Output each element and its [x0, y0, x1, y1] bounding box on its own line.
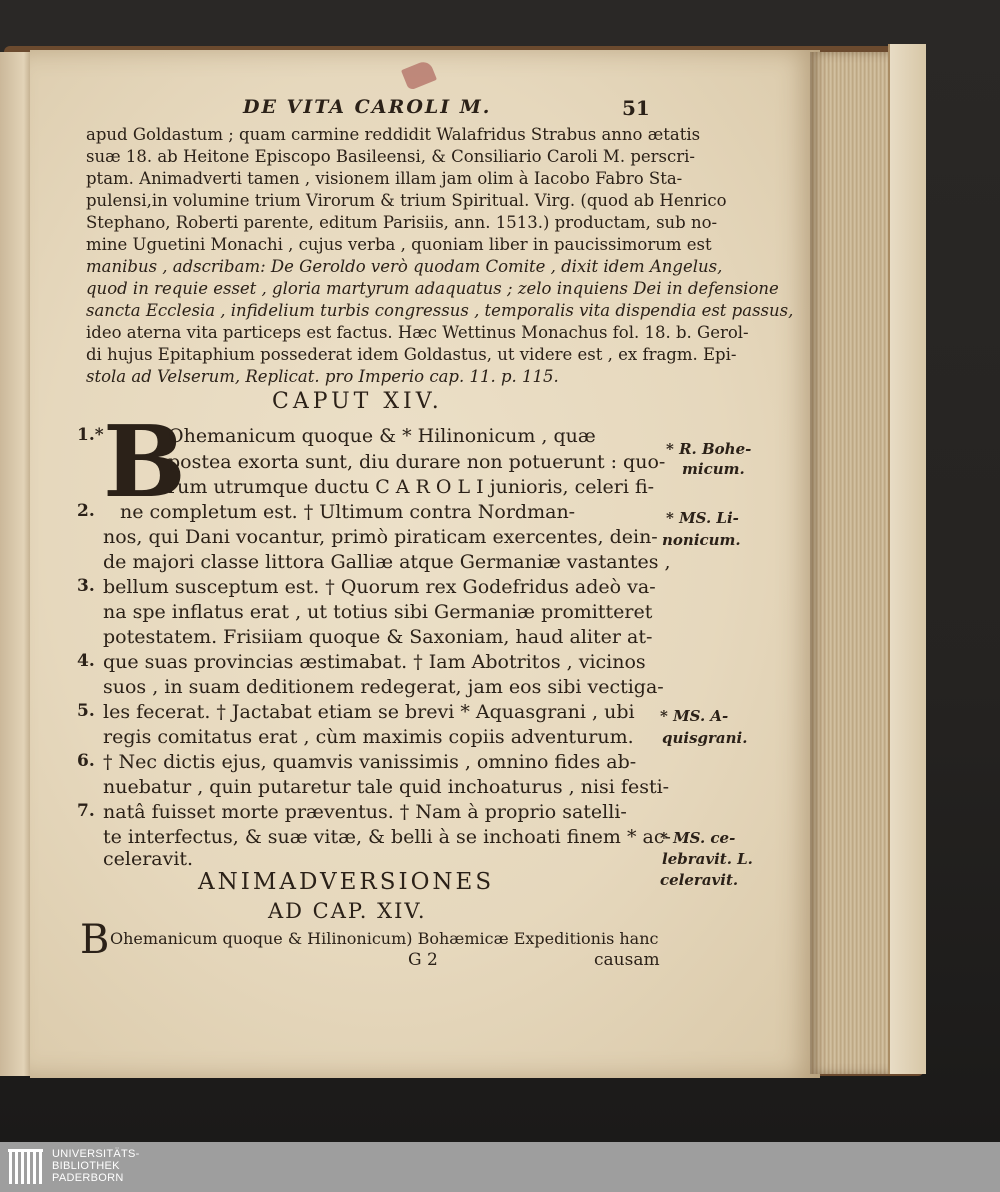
left-page-edge [0, 52, 34, 1076]
chapter-line: ne completum est. † Ultimum contra Nordman- [120, 501, 576, 523]
margin-note-line: * R. Bohe- [666, 440, 752, 458]
verse-number: 5. [77, 701, 95, 721]
chapter-line: suos , in suam deditionem redegerat, jam eos sibi vectiga- [103, 676, 664, 698]
body-line: ptam. Animadverti tamen , visionem illam jam olim à Iacobo Fabro Sta- [86, 169, 683, 188]
chapter-line: celeravit. [103, 848, 194, 870]
verse-number: 6. [77, 751, 95, 771]
chapter-line: natâ fuisset morte præventus. † Nam à proprio satelli- [103, 801, 627, 823]
chapter-line: regis comitatus erat , cùm maximis copiis adventurum. [103, 726, 634, 748]
body-line: apud Goldastum ; quam carmine reddidit Walafridus Strabus anno ætatis [86, 125, 701, 144]
signature-mark: G 2 [408, 950, 438, 970]
body-line: ideo aterna vita particeps est factus. Hæc Wettinus Monachus fol. 18. b. Gerol- [86, 323, 749, 342]
chapter-line: nuebatur , quin putaretur tale quid inchoaturus , nisi festi- [103, 776, 670, 798]
body-line: quod in requie esset , gloria martyrum adaquatus ; zelo inquiens Dei in defensione [86, 279, 779, 298]
library-footer-bar [0, 1142, 1000, 1192]
library-name [52, 1148, 140, 1184]
chapter-line: na spe inflatus erat , ut totius sibi Germaniæ promitteret [103, 601, 653, 623]
small-drop-cap: B [80, 917, 110, 963]
margin-note-line: * MS. A- [660, 707, 729, 725]
chapter-line: bellum susceptum est. † Quorum rex Godefridus adeò va- [103, 576, 656, 598]
animadversiones-subtitle: AD CAP. XIV. [268, 899, 427, 923]
back-cover-edge [888, 44, 926, 1074]
body-line: pulensi,in volumine trium Virorum & trium Spiritual. Virg. (quod ab Henrico [86, 191, 727, 210]
drop-cap: B [103, 405, 186, 520]
chapter-line: les fecerat. † Jactabat etiam se brevi * Aquasgrani , ubi [103, 701, 635, 723]
chapter-title: CAPUT XIV. [272, 389, 443, 414]
verse-number: 1.* [77, 425, 104, 445]
chapter-line: que suas provincias æstimabat. † Iam Abotritos , vicinos [103, 651, 646, 673]
commentary-line: Ohemanicum quoque & Hilinonicum) Bohæmicæ Expeditionis hanc [110, 929, 659, 948]
chapter-line: Ohemanicum quoque & * Hilinonicum , quæ [168, 425, 596, 447]
chapter-line: nos, qui Dani vocantur, primò piraticam exercentes, dein- [103, 526, 658, 548]
body-line: di hujus Epitaphium possederat idem Goldastus, ut videre est , ex fragm. Epi- [86, 345, 737, 364]
margin-note-line: * MS. ce- [660, 829, 736, 847]
catchword: causam [594, 950, 660, 970]
library-name-line: BIBLIOTHEK [52, 1160, 120, 1172]
page-number: 51 [622, 96, 650, 120]
verse-number: 4. [77, 651, 95, 671]
margin-note-line: * MS. Li- [666, 509, 739, 527]
chapter-line: † Nec dictis ejus, quamvis vanissimis , omnino fides ab- [103, 751, 637, 773]
body-line: sancta Ecclesia , infidelium turbis congressus , temporalis vita dispendia est passus, [86, 301, 794, 320]
verse-number: 2. [77, 501, 95, 521]
page-stack-edge [810, 52, 900, 1074]
body-line: mine Uguetini Monachi , cujus verba , quoniam liber in paucissimorum est [86, 235, 712, 254]
body-line: manibus , adscribam: De Geroldo verò quodam Comite , dixit idem Angelus, [86, 257, 723, 276]
library-name-line: PADERBORN [52, 1172, 124, 1184]
margin-note-line: micum. [682, 460, 745, 478]
chapter-line: rum utrumque ductu C A R O L I junioris, celeri fi- [168, 476, 655, 498]
margin-note-line: quisgrani. [662, 729, 748, 747]
chapter-line: potestatem. Frisiiam quoque & Saxoniam, haud aliter at- [103, 626, 653, 648]
margin-note-line: lebravit. L. [662, 850, 753, 868]
body-line: Stephano, Roberti parente, editum Parisiis, ann. 1513.) productam, sub no- [86, 213, 718, 232]
chapter-line: postea exorta sunt, diu durare non potuerunt : quo- [168, 451, 666, 473]
animadversiones-title: ANIMADVERSIONES [198, 869, 495, 895]
chapter-line: te interfectus, & suæ vitæ, & belli à se inchoati finem * ac- [103, 826, 671, 848]
verse-number: 7. [77, 801, 95, 821]
verse-number: 3. [77, 576, 95, 596]
library-logo-icon [8, 1148, 44, 1186]
margin-note-line: nonicum. [662, 531, 741, 549]
library-name-line: UNIVERSITÄTS- [52, 1148, 140, 1160]
body-line: stola ad Velserum, Replicat. pro Imperio cap. 11. p. 115. [86, 367, 559, 386]
running-head: DE VITA CAROLI M. [243, 96, 492, 118]
chapter-line: de majori classe littora Galliæ atque Germaniæ vastantes , [103, 551, 671, 573]
body-line: suæ 18. ab Heitone Episcopo Basileensi, & Consiliario Caroli M. perscri- [86, 147, 695, 166]
margin-note-line: celeravit. [660, 871, 739, 889]
